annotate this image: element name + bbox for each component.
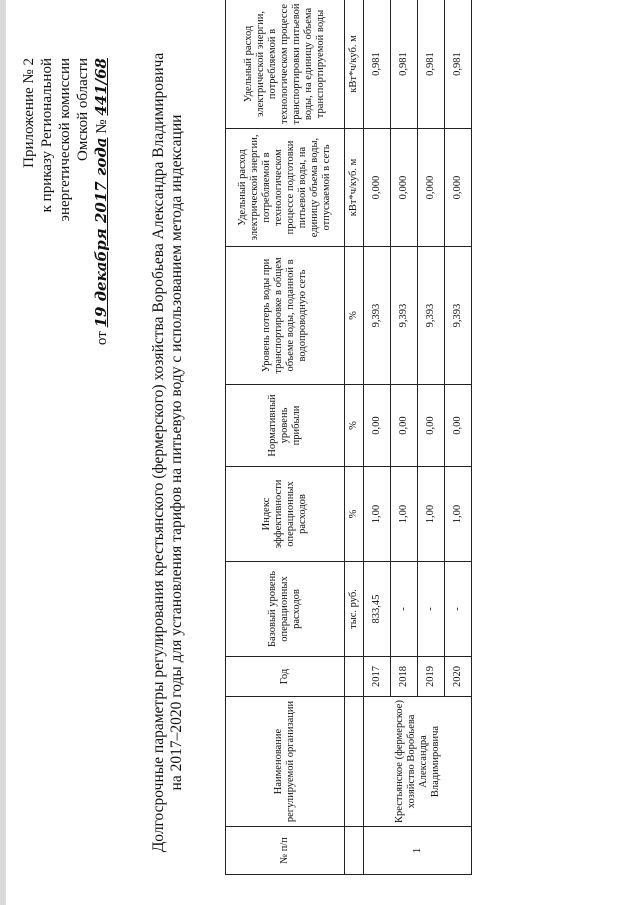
cell-base: - <box>418 562 445 657</box>
appendix-line3: энергетической комиссии <box>57 58 73 222</box>
cell-energy-transport: 0,981 <box>391 0 418 129</box>
unit-profit: % <box>345 385 364 467</box>
unit-energy-preparation: кВт*ч/куб. м <box>345 129 364 247</box>
header-energy-preparation: Удельный расход электрической энергии, потребляемой в технологическом процессе подготовки питьевой воды, на единицу объема воды, отпускаемой в сеть <box>226 129 345 247</box>
cell-year: 2019 <box>418 657 445 697</box>
cell-index: 1,00 <box>445 467 472 562</box>
cell-profit: 0,00 <box>418 385 445 467</box>
cell-energy-transport: 0,981 <box>445 0 472 129</box>
cell-profit: 0,00 <box>364 385 391 467</box>
header-profit: Нормативный уровень прибыли <box>226 385 345 467</box>
header-loss: Уровень потерь воды при транспортировке в общем объеме воды, поданной в водопроводную сеть <box>226 247 345 385</box>
cell-base: - <box>445 562 472 657</box>
cell-year: 2017 <box>364 657 391 697</box>
appendix-line2: к приказу Региональной <box>39 58 55 213</box>
unit-energy-transport: кВт*ч/куб. м <box>345 0 364 129</box>
appendix-date-line <box>92 58 111 345</box>
units-row <box>345 0 364 875</box>
handwritten-date: 19 декабря 2017 года <box>92 137 110 328</box>
cell-loss: 9,393 <box>391 247 418 385</box>
units-empty-year <box>345 657 364 697</box>
cell-energy-preparation: 0,000 <box>364 129 391 247</box>
organization-name: Крестьянское (фермерское) хозяйство Воробьева Александра Владимировича <box>364 697 472 827</box>
header-num: № п/п <box>226 827 345 875</box>
cell-energy-preparation: 0,000 <box>418 129 445 247</box>
date-prefix: от <box>94 331 110 346</box>
cell-energy-preparation: 0,000 <box>445 129 472 247</box>
parameters-table <box>225 0 472 875</box>
cell-loss: 9,393 <box>445 247 472 385</box>
title-line2: на 2017–2020 годы для установления тарифов на питьевую воду с использованием метода индексации <box>168 114 185 791</box>
unit-loss: % <box>345 247 364 385</box>
units-empty-org <box>345 697 364 827</box>
cell-year: 2020 <box>445 657 472 697</box>
header-year: Год <box>226 657 345 697</box>
cell-profit: 0,00 <box>391 385 418 467</box>
unit-index: % <box>345 467 364 562</box>
cell-loss: 9,393 <box>418 247 445 385</box>
cell-year: 2018 <box>391 657 418 697</box>
number-prefix: № <box>94 119 110 134</box>
table-row <box>364 0 391 875</box>
title-line1: Долгосрочные параметры регулирования крестьянского (фермерского) хозяйства Воробьева Александра Владимировича <box>150 52 167 853</box>
cell-loss: 9,393 <box>364 247 391 385</box>
row-number: 1 <box>364 827 472 875</box>
appendix-line4: Омской области <box>75 58 91 161</box>
document-title <box>150 30 186 875</box>
handwritten-number: 441/68 <box>92 58 110 116</box>
cell-energy-preparation: 0,000 <box>391 129 418 247</box>
header-index: Индекс эффективности операционных расходов <box>226 467 345 562</box>
cell-profit: 0,00 <box>445 385 472 467</box>
unit-base: тыс. руб. <box>345 562 364 657</box>
appendix-line1: Приложение № 2 <box>21 58 37 168</box>
header-org: Наименование регулируемой организации <box>226 697 345 827</box>
cell-base: - <box>391 562 418 657</box>
cell-energy-transport: 0,981 <box>418 0 445 129</box>
header-energy-transport: Удельный расход электрической энергии, потребляемой в технологическом процессе транспортировки питьевой воды, на единицу объема транспортируемой воды <box>226 0 345 129</box>
cell-index: 1,00 <box>364 467 391 562</box>
cell-index: 1,00 <box>418 467 445 562</box>
cell-base: 833,45 <box>364 562 391 657</box>
appendix-block <box>20 58 111 345</box>
cell-energy-transport: 0,981 <box>364 0 391 129</box>
header-base: Базовый уровень операционных расходов <box>226 562 345 657</box>
units-empty-num <box>345 827 364 875</box>
header-row <box>226 0 345 875</box>
cell-index: 1,00 <box>391 467 418 562</box>
